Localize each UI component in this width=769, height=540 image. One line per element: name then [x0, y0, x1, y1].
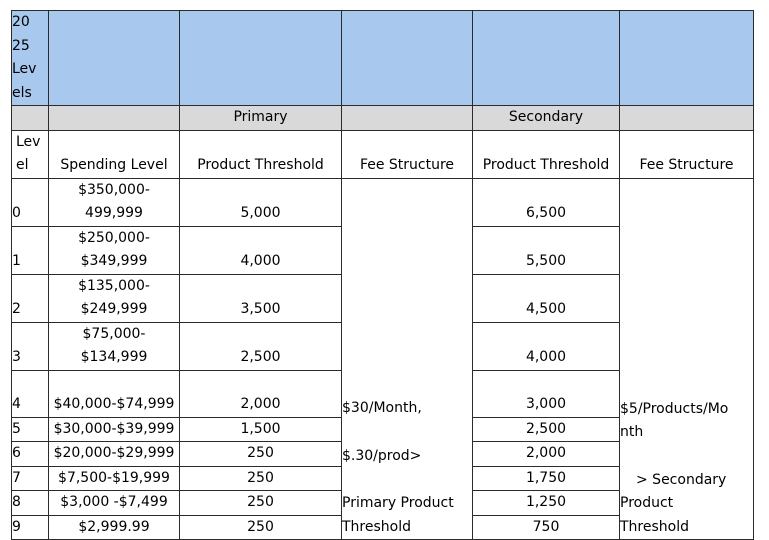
- spending-column-header: Spending Level: [49, 130, 180, 178]
- primary-threshold-header: Product Threshold: [180, 130, 342, 178]
- year-label-cell: [12, 11, 49, 106]
- secondary-threshold-cell: 2,000: [473, 442, 620, 467]
- spending-line: $249,999: [80, 301, 148, 317]
- spending-line: $250,000-: [78, 229, 150, 246]
- spending-line: $349,999: [80, 253, 148, 269]
- primary-threshold-cell: 4,000: [180, 226, 342, 274]
- blank-group-cell: [620, 106, 754, 131]
- level-header-line: el: [16, 157, 29, 173]
- level-column-header: [12, 130, 49, 178]
- spending-cell: $30,000-$39,999: [49, 417, 180, 442]
- level-cell: 4: [12, 370, 49, 417]
- secondary-group-label: Secondary: [473, 106, 620, 131]
- secondary-threshold-cell: 3,000: [473, 370, 620, 417]
- secondary-fee-line: $5/Products/Mo: [620, 400, 729, 417]
- table-row: [12, 178, 754, 226]
- spending-line: 499,999: [85, 205, 143, 221]
- secondary-threshold-cell: 1,750: [473, 466, 620, 491]
- secondary-threshold-cell: 750: [473, 515, 620, 540]
- secondary-fee-header: Fee Structure: [620, 130, 754, 178]
- group-header-row: [12, 106, 754, 131]
- level-cell: 3: [12, 322, 49, 370]
- level-cell: 8: [12, 491, 49, 516]
- level-header-line: Lev: [16, 133, 41, 150]
- secondary-threshold-header: Product Threshold: [473, 130, 620, 178]
- spending-cell: $3,000 -$7,499: [49, 491, 180, 516]
- primary-threshold-cell: 3,500: [180, 274, 342, 322]
- blank-group-cell: [49, 106, 180, 131]
- primary-threshold-cell: 250: [180, 491, 342, 516]
- spending-cell: $40,000-$74,999: [49, 370, 180, 417]
- blank-header-cell: [180, 11, 342, 106]
- secondary-threshold-cell: 6,500: [473, 178, 620, 226]
- primary-fee-line: $.30/prod>: [342, 447, 422, 464]
- secondary-threshold-cell: 5,500: [473, 226, 620, 274]
- primary-fee-line: Primary Product: [342, 495, 454, 511]
- primary-fee-cell: [342, 178, 473, 540]
- spending-cell: [49, 322, 180, 370]
- primary-fee-line: Threshold: [342, 518, 411, 535]
- level-cell: 5: [12, 417, 49, 442]
- blank-header-cell: [620, 11, 754, 106]
- secondary-threshold-cell: 2,500: [473, 417, 620, 442]
- primary-fee-header: Fee Structure: [342, 130, 473, 178]
- primary-threshold-cell: 2,500: [180, 322, 342, 370]
- spending-line: $135,000-: [78, 277, 150, 294]
- level-cell: 0: [12, 178, 49, 226]
- year-label-line: 25: [12, 37, 30, 54]
- blank-group-cell: [12, 106, 49, 131]
- primary-threshold-cell: 5,000: [180, 178, 342, 226]
- level-cell: 7: [12, 466, 49, 491]
- level-cell: 1: [12, 226, 49, 274]
- primary-threshold-cell: 250: [180, 442, 342, 467]
- secondary-fee-line: > Secondary: [636, 471, 727, 488]
- column-header-row: [12, 130, 754, 178]
- level-cell: 6: [12, 442, 49, 467]
- spending-cell: $2,999.99: [49, 515, 180, 540]
- blank-group-cell: [342, 106, 473, 131]
- primary-threshold-cell: 250: [180, 515, 342, 540]
- spending-line: $134,999: [80, 349, 148, 365]
- secondary-threshold-cell: 1,250: [473, 491, 620, 516]
- spending-cell: $20,000-$29,999: [49, 442, 180, 467]
- primary-group-label: Primary: [180, 106, 342, 131]
- blank-header-cell: [342, 11, 473, 106]
- year-label-line: Lev: [12, 61, 37, 77]
- spending-cell: [49, 274, 180, 322]
- spending-cell: [49, 226, 180, 274]
- secondary-fee-line: nth: [620, 424, 644, 440]
- secondary-fee-cell: [620, 178, 754, 540]
- spending-cell: $7,500-$19,999: [49, 466, 180, 491]
- primary-threshold-cell: 2,000: [180, 370, 342, 417]
- primary-threshold-cell: 1,500: [180, 417, 342, 442]
- level-cell: 2: [12, 274, 49, 322]
- levels-table: [11, 10, 754, 540]
- spending-cell: [49, 178, 180, 226]
- year-label-line: 20: [12, 14, 30, 30]
- year-label-line: els: [12, 84, 32, 101]
- secondary-threshold-cell: 4,000: [473, 322, 620, 370]
- secondary-fee-line: Product: [620, 495, 674, 511]
- primary-fee-line: $30/Month,: [342, 400, 422, 416]
- spending-line: $75,000-: [82, 325, 146, 342]
- secondary-fee-line: Threshold: [620, 518, 689, 535]
- blank-header-cell: [49, 11, 180, 106]
- primary-threshold-cell: 250: [180, 466, 342, 491]
- secondary-threshold-cell: 4,500: [473, 274, 620, 322]
- spending-line: $350,000-: [78, 181, 150, 198]
- blank-header-cell: [473, 11, 620, 106]
- header-row-blue: [12, 11, 754, 106]
- level-cell: 9: [12, 515, 49, 540]
